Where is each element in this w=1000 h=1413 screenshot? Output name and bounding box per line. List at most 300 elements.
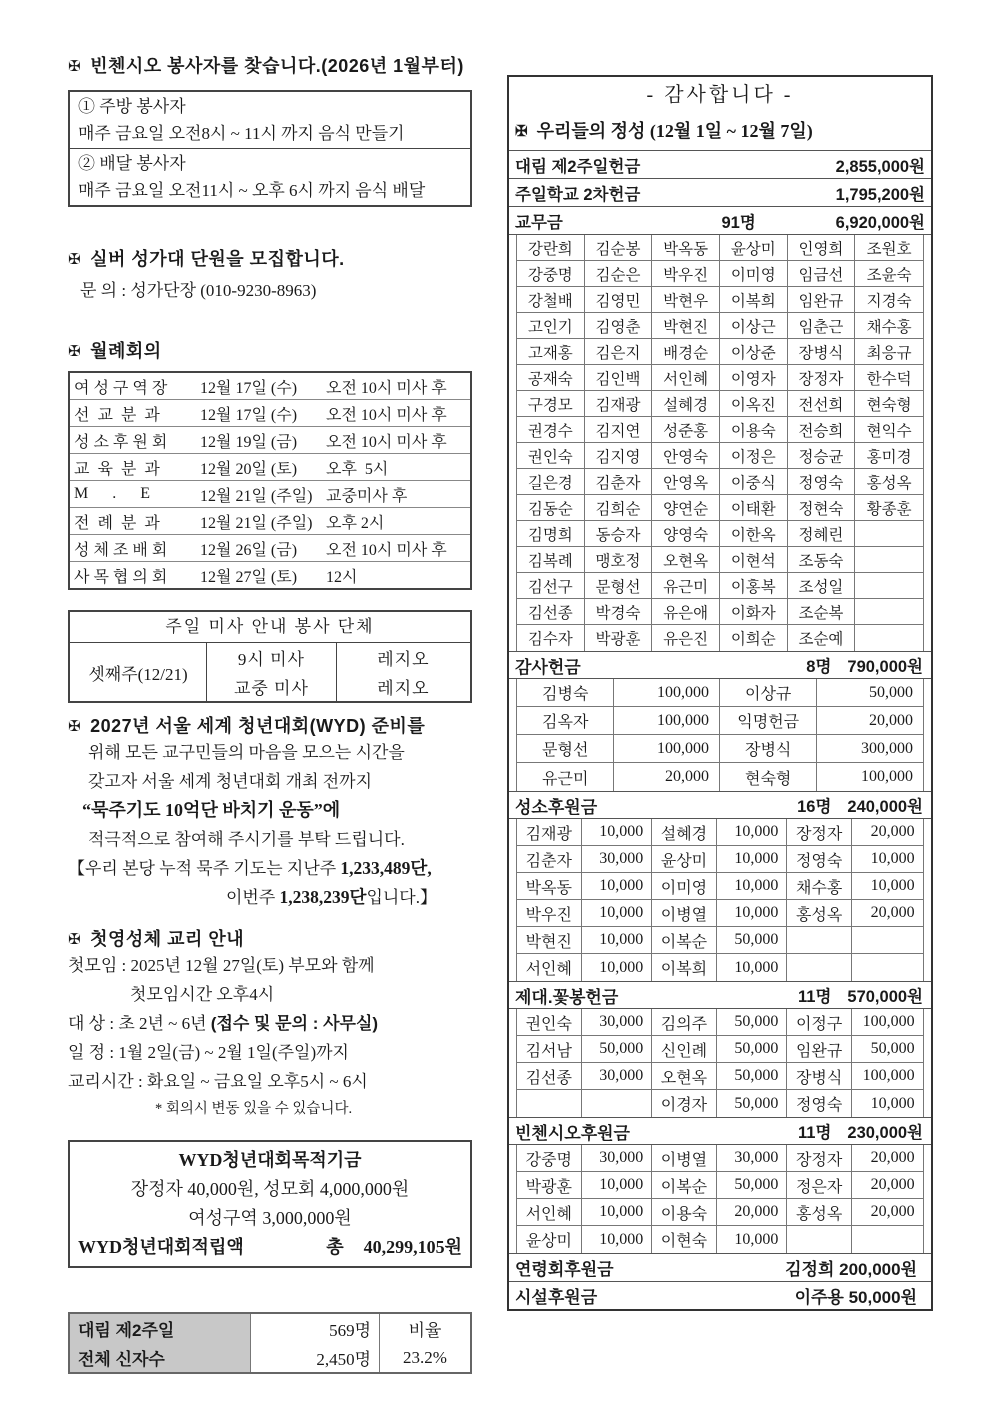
section-amount: 240,000원 — [847, 798, 923, 816]
donor-name: 배경순 — [652, 339, 720, 364]
fc-class-time: 교리시간 : 화요일 ~ 금요일 오후5시 ~ 6시 — [68, 1072, 368, 1091]
donor-name: 채수홍 — [866, 318, 912, 336]
footer-fund-row — [509, 1281, 931, 1309]
donation-row — [516, 1036, 924, 1063]
altar-flower-header — [509, 981, 931, 1009]
donation-amount: 20,000 — [870, 1149, 915, 1166]
meeting-group: M . E — [74, 485, 150, 502]
donation-amount: 10,000 — [717, 900, 788, 926]
wyd-line3: 적극적으로 참여해 주시기를 부탁 드립니다. — [88, 830, 405, 849]
choir-title — [68, 245, 472, 271]
donation-amount: 10,000 — [717, 954, 788, 981]
offerings-subtitle — [509, 114, 931, 151]
donation-amount: 20,000 — [870, 1176, 915, 1193]
donor-name: 이옥진 — [720, 391, 788, 416]
donor-name: 이희순 — [720, 625, 788, 651]
vincent-recruit-title-text: 빈첸시오 봉사자를 찾습니다.(2026년 1월부터) — [90, 56, 464, 76]
donor-name: 길은경 — [517, 469, 585, 494]
donation-amount: 100,000 — [862, 1067, 915, 1084]
donor-name: 한수덕 — [866, 370, 912, 388]
donor-name: 정승균 — [788, 443, 856, 468]
donor-name: 김명희 — [517, 521, 585, 546]
fund-line1: 장정자 40,000원, 성모회 4,000,000원 — [130, 1179, 410, 1199]
fund-total-label: WYD청년대회적립액 — [78, 1237, 244, 1257]
meeting-time: 오전 10시 미사 후 — [326, 541, 447, 559]
donor-name: 박현진 — [652, 313, 720, 338]
donation-amount: 50,000 — [717, 1090, 788, 1117]
donor-name: 강란희 — [517, 235, 585, 260]
vincent-item-desc: 매주 금요일 오전11시 ~ 오후 6시 까지 음식 배달 — [78, 181, 426, 200]
donation-row — [516, 1009, 924, 1036]
vocation-fund-grid — [516, 819, 924, 981]
donor-name: 정은자 — [787, 1172, 852, 1198]
donor-name — [787, 1226, 852, 1253]
donation-amount: 20,000 — [870, 823, 915, 840]
stats-extra: 비율 — [408, 1321, 442, 1340]
donation-amount: 10,000 — [870, 877, 915, 894]
section-count: 11명 — [798, 1124, 832, 1142]
summary-amount: 6,920,000원 — [835, 213, 925, 232]
donation-amount: 10,000 — [717, 873, 788, 899]
donor-name: 김동순 — [517, 495, 585, 520]
wyd-section — [68, 712, 472, 912]
donor-name: 이현석 — [720, 547, 788, 572]
donation-amount: 10,000 — [582, 954, 653, 981]
donor-name — [855, 521, 923, 546]
donation-amount: 300,000 — [860, 739, 913, 757]
mass-time: 교중 미사 — [207, 672, 337, 701]
donor-name: 이미영 — [652, 873, 717, 899]
donor-name: 이홍복 — [720, 573, 788, 598]
donation-amount: 10,000 — [717, 846, 788, 872]
donor-name: 이영자 — [720, 365, 788, 390]
section-amount: 790,000원 — [847, 658, 923, 676]
names-row — [516, 339, 924, 365]
donation-row — [516, 873, 924, 900]
donation-amount: 30,000 — [582, 846, 653, 872]
meeting-date: 12월 17일 (수) — [200, 379, 298, 397]
meeting-row — [70, 373, 470, 400]
fc-note: * 회의시 변동 있을 수 있습니다. — [155, 1101, 353, 1117]
sunday-mass-table — [68, 610, 472, 703]
donor-name — [787, 927, 852, 953]
meeting-time: 12시 — [326, 568, 358, 586]
donor-name — [517, 1090, 582, 1117]
donor-name: 문형선 — [585, 573, 653, 598]
meeting-time: 오후 5시 — [326, 460, 389, 478]
donation-amount — [582, 1090, 653, 1117]
donation-amount: 30,000 — [582, 1063, 653, 1089]
names-row — [516, 599, 924, 625]
names-row — [516, 495, 924, 521]
donor-name: 임완규 — [787, 1036, 852, 1062]
donor-name: 오현옥 — [652, 547, 720, 572]
vincent-item-desc: 매주 금요일 오전8시 ~ 11시 까지 음식 만들기 — [78, 124, 405, 143]
donor-name: 서인혜 — [652, 365, 720, 390]
stats-extra: 23.2% — [403, 1347, 447, 1367]
donation-amount: 50,000 — [717, 927, 788, 953]
stats-row — [70, 1343, 470, 1372]
fund-total-unit: 총 — [326, 1237, 344, 1257]
donor-name: 강철배 — [517, 287, 585, 312]
meeting-row — [70, 562, 470, 588]
donor-name: 전선희 — [788, 391, 856, 416]
donation-row — [516, 735, 924, 763]
meeting-row — [70, 535, 470, 562]
meeting-group: 여 성 구 역 장 — [74, 379, 168, 397]
donor-name: 윤상미 — [517, 1226, 582, 1253]
meeting-row — [70, 481, 470, 508]
fc-meeting-time: 첫모임시간 오후4시 — [130, 985, 275, 1004]
donor-name: 신인례 — [652, 1036, 717, 1062]
footer-fund-row — [509, 1253, 931, 1281]
donation-row — [516, 1226, 924, 1253]
donor-name: 정혜린 — [788, 521, 856, 546]
donation-amount: 100,000 — [614, 707, 720, 734]
names-row — [516, 365, 924, 391]
summary-count: 91명 — [721, 213, 756, 232]
donation-amount: 20,000 — [870, 1203, 915, 1220]
summary-label: 주일학교 2차헌금 — [515, 185, 641, 204]
donation-amount: 50,000 — [582, 1036, 653, 1062]
donor-name: 권인숙 — [517, 1009, 582, 1035]
donor-name: 장정자 — [787, 819, 852, 845]
vincent-recruit-item — [70, 92, 470, 148]
donor-name: 김선종 — [517, 599, 585, 624]
donation-row — [516, 679, 924, 707]
donor-name: 안영숙 — [652, 443, 720, 468]
section-label: 빈첸시오후원금 — [515, 1123, 630, 1143]
wyd-line1: 위해 모든 교구민들의 마음을 모으는 시간을 — [88, 743, 405, 762]
donor-name: 김지영 — [585, 443, 653, 468]
meeting-date: 12월 27일 (토) — [200, 568, 298, 586]
donor-name: 유근미 — [517, 763, 614, 791]
vincent-recruit-title — [68, 52, 472, 78]
stats-value: 569명 — [250, 1314, 380, 1343]
donor-name: 이복순 — [652, 927, 717, 953]
service-team: 레지오 — [377, 650, 430, 669]
donor-name: 김인백 — [585, 365, 653, 390]
donor-name: 설혜경 — [652, 819, 717, 845]
wyd-fund-box — [68, 1140, 472, 1268]
meeting-group: 전 례 분 과 — [74, 514, 160, 532]
donation-row — [516, 1145, 924, 1172]
donor-name: 유근미 — [652, 573, 720, 598]
names-row — [516, 625, 924, 651]
first-communion-title — [68, 925, 472, 951]
wyd-slogan: “묵주기도 10억단 바치기 운동”에 — [82, 800, 341, 820]
right-column — [507, 75, 933, 1311]
sunday-mass-header: 주일 미사 안내 봉사 단체 — [70, 612, 470, 643]
donor-name: 박현진 — [517, 927, 582, 953]
donation-amount: 20,000 — [870, 904, 915, 921]
donation-amount: 10,000 — [717, 819, 788, 845]
donor-name: 조윤숙 — [866, 266, 912, 284]
donation-row — [516, 846, 924, 873]
meeting-time: 오전 10시 미사 후 — [326, 379, 447, 397]
donor-name: 김의주 — [652, 1009, 717, 1035]
donor-name: 홍성옥 — [866, 474, 912, 492]
donor-name: 이용숙 — [720, 417, 788, 442]
donor-name: 박현우 — [652, 287, 720, 312]
donor-name: 박옥동 — [517, 873, 582, 899]
fund-total-row — [78, 1233, 462, 1262]
donation-amount: 100,000 — [862, 1013, 915, 1030]
donation-amount: 50,000 — [868, 683, 913, 701]
donor-name: 이한옥 — [720, 521, 788, 546]
monthly-meeting-title-text: 월례회의 — [90, 341, 162, 361]
donor-name: 이상준 — [720, 339, 788, 364]
stats-value: 2,450명 — [250, 1343, 380, 1372]
donor-name — [855, 573, 923, 598]
donor-name: 김영민 — [585, 287, 653, 312]
monthly-meeting-title — [68, 337, 472, 363]
donor-name: 정영숙 — [787, 1090, 852, 1117]
donor-name: 김은지 — [585, 339, 653, 364]
meeting-group: 사 목 협 의 회 — [74, 568, 168, 586]
meeting-time: 오후 2시 — [326, 514, 385, 532]
fc-first-meeting: 첫모임 : 2025년 12월 27일(토) 부모와 함께 — [68, 956, 375, 975]
cross-icon: ✠ — [515, 124, 528, 140]
donor-name: 이중식 — [720, 469, 788, 494]
donation-amount: 10,000 — [870, 1094, 915, 1112]
donor-name: 김선종 — [517, 1063, 582, 1089]
donor-name: 김춘자 — [517, 846, 582, 872]
donor-name: 조성일 — [788, 573, 856, 598]
donor-name: 장병식 — [720, 735, 817, 762]
donor-name: 동승자 — [585, 521, 653, 546]
donor-name: 이복희 — [652, 954, 717, 981]
donor-name: 이화자 — [720, 599, 788, 624]
donation-amount: 50,000 — [717, 1172, 788, 1198]
vincent-recruit-item — [70, 148, 470, 205]
vincent-fund-grid — [516, 1145, 924, 1253]
fc-target: 대 상 : 초 2년 ~ 6년 (접수 및 문의 : 사무실) — [68, 1014, 379, 1033]
donor-name: 정영숙 — [787, 846, 852, 872]
vincent-item-head: ② 배달 봉사자 — [78, 154, 186, 173]
donor-name: 서인혜 — [517, 954, 582, 981]
section-count: 11명 — [798, 988, 832, 1006]
fund-title: WYD청년대회목적기금 — [178, 1150, 362, 1170]
donor-name: 강중명 — [517, 261, 585, 286]
donor-name — [787, 954, 852, 981]
donor-name: 전승희 — [788, 417, 856, 442]
donor-name: 박옥동 — [652, 235, 720, 260]
summary-row — [509, 179, 931, 207]
donor-name: 이태환 — [720, 495, 788, 520]
donor-name: 정현숙 — [788, 495, 856, 520]
donor-name: 이복희 — [720, 287, 788, 312]
names-row — [516, 261, 924, 287]
names-row — [516, 573, 924, 599]
meeting-date: 12월 26일 (금) — [200, 541, 298, 559]
donor-name: 김영춘 — [585, 313, 653, 338]
names-row — [516, 235, 924, 261]
donor-name: 익명헌금 — [720, 707, 817, 734]
donation-amount: 30,000 — [582, 1145, 653, 1171]
donor-name: 강중명 — [517, 1145, 582, 1171]
first-communion-title-text: 첫영성체 교리 안내 — [90, 929, 245, 949]
footer-fund-label: 연령회후원금 — [515, 1260, 614, 1279]
donor-name: 이현숙 — [652, 1226, 717, 1253]
summary-row — [509, 207, 931, 235]
donor-name — [855, 547, 923, 572]
donation-row — [516, 1199, 924, 1226]
meeting-date: 12월 20일 (토) — [200, 460, 298, 478]
donation-amount: 20,000 — [717, 1199, 788, 1225]
donation-amount: 10,000 — [582, 873, 653, 899]
vocation-fund-header — [509, 791, 931, 819]
thanks-offering-grid — [516, 679, 924, 791]
donation-amount: 50,000 — [717, 1009, 788, 1035]
donation-amount: 10,000 — [582, 900, 653, 926]
donor-name: 박우진 — [652, 261, 720, 286]
donor-name: 이병열 — [652, 1145, 717, 1171]
names-row — [516, 287, 924, 313]
meeting-time: 오전 10시 미사 후 — [326, 406, 447, 424]
donation-amount: 50,000 — [870, 1040, 915, 1057]
donation-amount: 10,000 — [582, 1226, 653, 1253]
vincent-fund-header — [509, 1117, 931, 1145]
donation-amount: 50,000 — [717, 1063, 788, 1089]
donation-amount: 10,000 — [582, 819, 653, 845]
donor-name: 김수자 — [517, 625, 585, 651]
donor-name: 윤상미 — [720, 235, 788, 260]
donor-name: 홍성옥 — [787, 1199, 852, 1225]
thanks-banner: - 감사합니다 - — [646, 84, 794, 106]
cross-icon: ✠ — [68, 58, 82, 75]
donor-name: 최응규 — [866, 344, 912, 362]
donation-row — [516, 763, 924, 791]
donor-name: 설혜경 — [652, 391, 720, 416]
section-amount: 230,000원 — [847, 1124, 923, 1142]
donation-row — [516, 954, 924, 981]
wyd-count-lastweek: 【우리 본당 누적 묵주 기도는 지난주 1,233,489단, — [68, 858, 432, 878]
donor-name: 김지연 — [585, 417, 653, 442]
donor-name: 임금선 — [788, 261, 856, 286]
wyd-title — [68, 712, 472, 738]
donor-name: 박경숙 — [585, 599, 653, 624]
section-label: 제대.꽃봉헌금 — [515, 987, 619, 1007]
donation-amount: 100,000 — [860, 768, 913, 785]
donor-name: 이상근 — [720, 313, 788, 338]
thanks-offering-header — [509, 651, 931, 679]
donor-name: 김춘자 — [585, 469, 653, 494]
attendance-stats-table — [68, 1312, 472, 1374]
donor-name: 조순예 — [788, 625, 856, 651]
donor-name: 고재홍 — [517, 339, 585, 364]
donor-name: 지경숙 — [866, 292, 912, 310]
meeting-row — [70, 427, 470, 454]
donor-name: 맹호정 — [585, 547, 653, 572]
altar-flower-grid — [516, 1009, 924, 1117]
donor-name: 김병숙 — [517, 679, 614, 706]
donation-amount: 10,000 — [582, 1199, 653, 1225]
monthly-meeting-table — [68, 371, 472, 590]
donation-amount: 10,000 — [870, 850, 915, 867]
donation-amount: 50,000 — [717, 1036, 788, 1062]
donor-name: 문형선 — [517, 735, 614, 762]
fc-schedule: 일 정 : 1월 2일(금) ~ 2월 1일(주일)까지 — [68, 1043, 349, 1062]
names-row — [516, 547, 924, 573]
donor-name: 황종훈 — [866, 500, 912, 518]
donor-name: 조원호 — [866, 240, 912, 258]
donor-name: 이복순 — [652, 1172, 717, 1198]
donor-name: 공재숙 — [517, 365, 585, 390]
donation-amount: 100,000 — [614, 679, 720, 706]
meeting-group: 성 체 조 배 회 — [74, 541, 168, 559]
fund-total-value: 40,299,105원 — [363, 1237, 462, 1257]
donor-name: 박우진 — [517, 900, 582, 926]
first-communion-section — [68, 925, 472, 1122]
section-count: 8명 — [806, 658, 832, 676]
donor-name: 권인숙 — [517, 443, 585, 468]
wyd-title-text: 2027년 서울 세계 청년대회(WYD) 준비를 — [90, 716, 426, 736]
donor-name: 양연순 — [652, 495, 720, 520]
section-label: 성소후원금 — [515, 797, 598, 817]
donor-name: 김희순 — [585, 495, 653, 520]
donation-amount — [852, 1226, 923, 1253]
donor-name: 인영희 — [788, 235, 856, 260]
donor-name: 채수홍 — [787, 873, 852, 899]
cross-icon: ✠ — [68, 931, 82, 948]
donor-name — [855, 625, 923, 651]
donor-name: 이용숙 — [652, 1199, 717, 1225]
donor-name: 장병식 — [788, 339, 856, 364]
names-row — [516, 417, 924, 443]
stats-row — [70, 1314, 470, 1343]
cross-icon: ✠ — [68, 251, 82, 268]
meeting-group: 교 육 분 과 — [74, 460, 160, 478]
donor-name: 박광훈 — [517, 1172, 582, 1198]
cross-icon: ✠ — [68, 718, 82, 735]
donation-row — [516, 900, 924, 927]
donor-name: 홍성옥 — [787, 900, 852, 926]
donor-name: 윤상미 — [652, 846, 717, 872]
wyd-count-thisweek: 이번주 1,238,239단입니다.】 — [226, 887, 437, 907]
donor-name: 오현옥 — [652, 1063, 717, 1089]
donation-amount: 20,000 — [868, 711, 913, 729]
summary-row — [509, 151, 931, 179]
wyd-line2: 갖고자 서울 세계 청년대회 개최 전까지 — [88, 772, 373, 791]
donation-row — [516, 1063, 924, 1090]
donor-name: 조순복 — [788, 599, 856, 624]
summary-amount: 1,795,200원 — [835, 185, 925, 204]
donor-name: 성준홍 — [652, 417, 720, 442]
footer-fund-label: 시설후원금 — [515, 1288, 598, 1307]
service-team: 레지오 — [377, 679, 430, 698]
donor-name: 양영숙 — [652, 521, 720, 546]
donor-name: 박광훈 — [585, 625, 653, 651]
donor-name: 임완규 — [788, 287, 856, 312]
fund-line2: 여성구역 3,000,000원 — [188, 1208, 352, 1228]
donor-name: 김복례 — [517, 547, 585, 572]
offering-summary — [509, 151, 931, 235]
donor-name: 김재광 — [585, 391, 653, 416]
meeting-row — [70, 508, 470, 535]
choir-contact: 문 의 : 성가단장 (010-9230-8963) — [80, 281, 317, 300]
donor-name: 현숙형 — [720, 763, 817, 791]
donation-amount: 30,000 — [717, 1145, 788, 1171]
stats-label: 대림 제2주일 — [70, 1314, 250, 1343]
donor-name: 유은진 — [652, 625, 720, 651]
meeting-group: 성 소 후 원 회 — [74, 433, 168, 451]
meeting-row — [70, 454, 470, 481]
donor-name: 정영숙 — [788, 469, 856, 494]
donor-name: 고인기 — [517, 313, 585, 338]
donor-name: 이정은 — [720, 443, 788, 468]
donor-name: 권경수 — [517, 417, 585, 442]
